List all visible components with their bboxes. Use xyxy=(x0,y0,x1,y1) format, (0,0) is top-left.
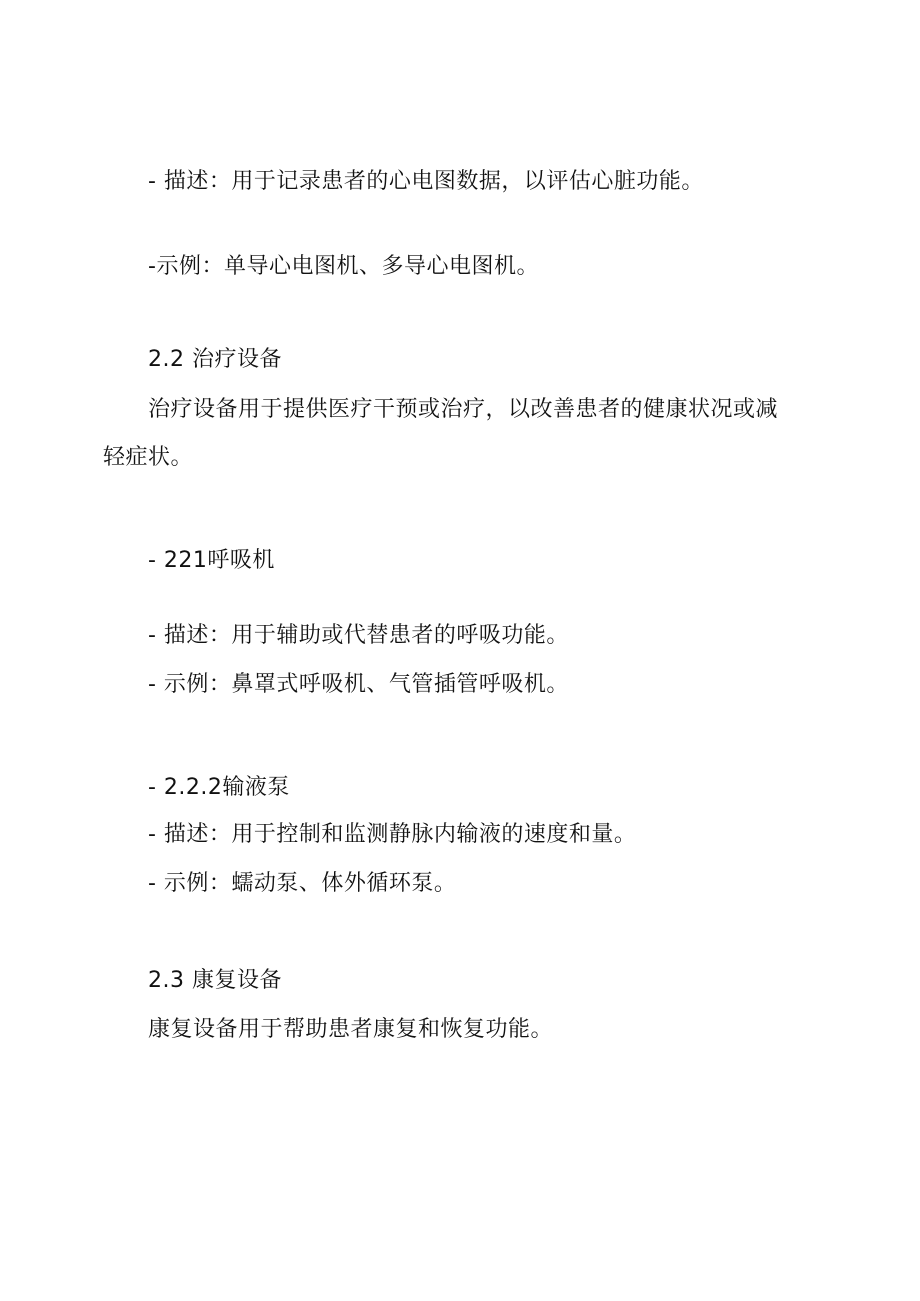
therapy-paragraph-line-2: 轻症状。 xyxy=(103,445,194,470)
section-heading-2-3: 2.3 康复设备 xyxy=(148,968,282,993)
ventilator-description: - 描述：用于辅助或代替患者的呼吸功能。 xyxy=(148,623,569,648)
ventilator-example: - 示例：鼻罩式呼吸机、气管插管呼吸机。 xyxy=(148,672,569,697)
therapy-paragraph-line-1: 治疗设备用于提供医疗干预或治疗，以改善患者的健康状况或减 xyxy=(148,397,779,422)
infusion-pump-description: - 描述：用于控制和监测静脉内输液的速度和量。 xyxy=(148,822,637,847)
rehab-paragraph: 康复设备用于帮助患者康复和恢复功能。 xyxy=(148,1017,554,1042)
subheading-ventilator: - 221呼吸机 xyxy=(148,548,275,573)
subheading-infusion-pump: - 2.2.2输液泵 xyxy=(148,775,290,800)
ecg-description: - 描述：用于记录患者的心电图数据，以评估心脏功能。 xyxy=(148,169,704,194)
ecg-example: -示例：单导心电图机、多导心电图机。 xyxy=(148,254,539,279)
section-heading-2-2: 2.2 治疗设备 xyxy=(148,347,282,372)
infusion-pump-example: - 示例：蠕动泵、体外循环泵。 xyxy=(148,871,457,896)
